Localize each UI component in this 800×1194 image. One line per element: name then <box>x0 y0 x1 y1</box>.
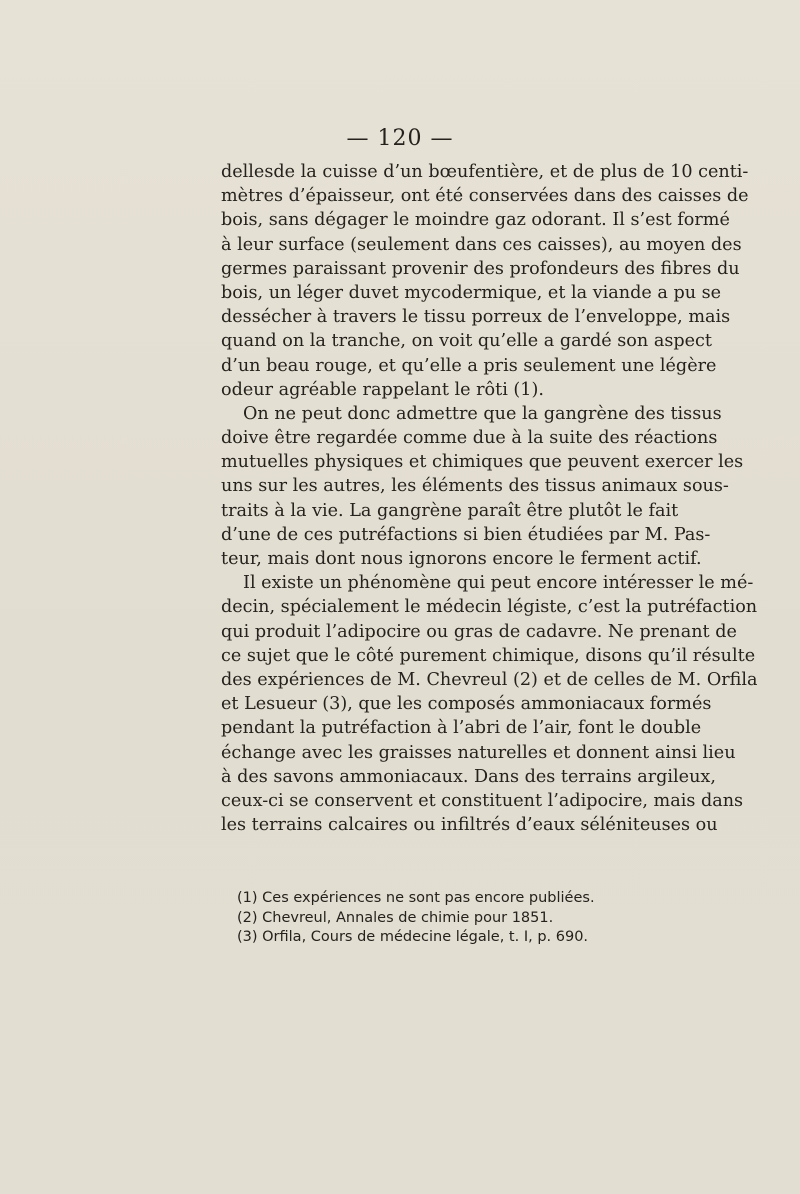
page-number: — 120 — <box>346 126 454 151</box>
text-line: decin, spécialement le médecin légiste, c’est la putréfaction <box>221 597 758 618</box>
text-line: qui produit l’adipocire ou gras de cadavre. Ne prenant de <box>221 621 737 642</box>
footnote-3: (3) Orfila, Cours de médecine légale, t. I, p. 690. <box>237 929 589 945</box>
text-line: quand on la tranche, on voit qu’elle a gardé son aspect <box>221 331 712 352</box>
text-line: pendant la putréfaction à l’abri de l’air, font le double <box>221 718 702 739</box>
text-line: des expériences de M. Chevreul (2) et de celles de M. Orfila <box>221 669 758 690</box>
text-line: les terrains calcaires ou infiltrés d’eaux séléniteuses ou <box>221 815 718 836</box>
text-line: uns sur les autres, les éléments des tissus animaux sous- <box>221 476 729 497</box>
body-text <box>221 160 758 837</box>
text-line: doive être regardée comme due à la suite des réactions <box>221 428 718 449</box>
text-line: odeur agréable rappelant le rôti (1). <box>221 379 544 400</box>
text-line: dessécher à travers le tissu porreux de l’enveloppe, mais <box>221 307 731 328</box>
text-line: mutuelles physiques et chimiques que peuvent exercer les <box>221 452 744 473</box>
text-line: d’une de ces putréfactions si bien étudiées par M. Pas- <box>221 524 711 545</box>
text-line: mètres d’épaisseur, ont été conservées dans des caisses de <box>221 186 749 207</box>
text-line: ce sujet que le côté purement chimique, disons qu’il résulte <box>221 645 756 666</box>
text-line: On ne peut donc admettre que la gangrène des tissus <box>243 403 722 424</box>
text-line: teur, mais dont nous ignorons encore le ferment actif. <box>221 549 702 569</box>
text-line: Il existe un phénomène qui peut encore intéresser le mé- <box>243 573 754 594</box>
paragraph-1 <box>221 160 749 402</box>
text-line: bois, un léger duvet mycodermique, et la viande a pu se <box>221 282 722 303</box>
text-line: germes paraissant provenir des profondeurs des fibres du <box>221 258 740 279</box>
text-line: d’un beau rouge, et qu’elle a pris seulement une légère <box>221 355 717 376</box>
text-line: à des savons ammoniacaux. Dans des terrains argileux, <box>221 766 716 787</box>
paragraph-3 <box>221 571 758 837</box>
text-line: dellesde la cuisse d’un bœufentière, et de plus de 10 centi- <box>221 162 749 182</box>
footnotes <box>237 889 697 948</box>
text-line: échange avec les graisses naturelles et donnent ainsi lieu <box>221 742 736 763</box>
text-line: ceux-ci se conservent et constituent l’adipocire, mais dans <box>221 790 744 811</box>
footnote-1: (1) Ces expériences ne sont pas encore publiées. <box>237 890 595 906</box>
text-line: à leur surface (seulement dans ces caisses), au moyen des <box>221 234 742 255</box>
text-line: bois, sans dégager le moindre gaz odorant. Il s’est formé <box>221 210 730 231</box>
text-line: traits à la vie. La gangrène paraît être plutôt le fait <box>221 500 679 521</box>
footnote-2: (2) Chevreul, Annales de chimie pour 1851. <box>237 909 554 926</box>
text-line: et Lesueur (3), que les composés ammoniacaux formés <box>221 694 712 715</box>
paragraph-2 <box>221 402 744 571</box>
